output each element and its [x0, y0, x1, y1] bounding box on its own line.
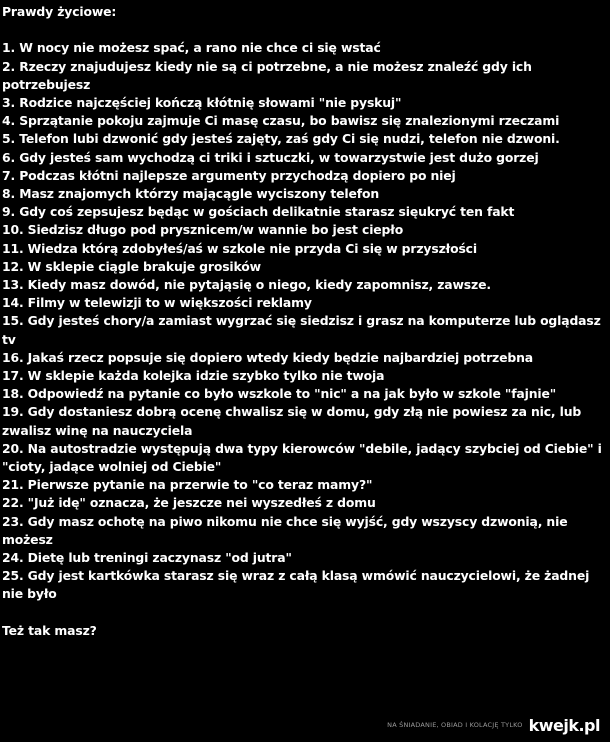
list-item: 22. "Już idę" oznacza, że jeszcze nei wyszedłeś z domu — [2, 495, 376, 511]
list-item: 18. Odpowiedź na pytanie co było wszkole to "nic" a na jak było w szkole "fajnie" — [2, 386, 557, 402]
watermark-logo: kwejk.pl — [528, 715, 600, 735]
watermark-tagline: NA ŚNIADANIE, OBIAD I KOLACJĘ TYLKO — [387, 721, 523, 729]
list-item: 21. Pierwsze pytanie na przerwie to "co teraz mamy?" — [2, 477, 373, 493]
list-item: 17. W sklepie każda kolejka idzie szybko tylko nie twoja — [2, 368, 385, 384]
list-item: 8. Masz znajomych którzy mającągle wyciszony telefon — [2, 186, 379, 202]
page-title: Prawdy życiowe: — [2, 4, 117, 19]
list-item: 1. W nocy nie możesz spać, a rano nie chce ci się wstać — [2, 40, 381, 56]
list-item: 25. Gdy jest kartkówka starasz się wraz z całą klasą wmówić nauczycielowi, że żadnej nie było — [2, 568, 590, 602]
truths-list — [2, 39, 606, 603]
list-item: 23. Gdy masz ochotę na piwo nikomu nie chce się wyjść, gdy wszyscy dzwonią, nie możesz — [2, 513, 568, 547]
list-item: 13. Kiedy masz dowód, nie pytająsię o niego, kiedy zapomnisz, zawsze. — [2, 277, 491, 293]
list-item: 5. Telefon lubi dzwonić gdy jesteś zajęty, zaś gdy Ci się nudzi, telefon nie dzwoni. — [2, 131, 560, 147]
text-block — [2, 3, 606, 640]
closing-question: Też tak masz? — [2, 622, 97, 638]
watermark-footer — [387, 715, 600, 735]
list-item: 19. Gdy dostaniesz dobrą ocenę chwalisz się w domu, gdy złą nie powiesz za nic, lub zwalisz winę na nauczyciela — [2, 404, 582, 438]
list-item: 12. W sklepie ciągle brakuje grosików — [2, 258, 261, 274]
list-item: 24. Dietę lub treningi zaczynasz "od jutra" — [2, 550, 292, 566]
list-item: 16. Jakaś rzecz popsuje się dopiero wtedy kiedy będzie najbardziej potrzebna — [2, 349, 533, 365]
list-item: 4. Sprzątanie pokoju zajmuje Ci masę czasu, bo bawisz się znalezionymi rzeczami — [2, 113, 560, 129]
list-item: 20. Na autostradzie występują dwa typy kierowców "debile, jadący szybciej od Ciebie" i "cioty, jadące wolniej od Ciebie" — [2, 440, 602, 475]
list-item: 10. Siedzisz długo pod prysznicem/w wannie bo jest ciepło — [2, 222, 404, 238]
list-item: 3. Rodzice najczęściej kończą kłótnię słowami "nie pyskuj" — [2, 95, 402, 110]
list-item: 14. Filmy w telewizji to w większości reklamy — [2, 295, 312, 311]
list-item: 2. Rzeczy znajudujesz kiedy nie są ci potrzebne, a nie możesz znaleźć gdy ich potrzebujesz — [2, 58, 532, 92]
list-item: 6. Gdy jesteś sam wychodzą ci triki i sztuczki, w towarzystwie jest dużo gorzej — [2, 149, 539, 165]
spacer — [2, 21, 606, 39]
list-item: 9. Gdy coś zepsujesz będąc w gościach delikatnie starasz sięukryć ten fakt — [2, 204, 515, 220]
list-item: 7. Podczas kłótni najlepsze argumenty przychodzą dopiero po niej — [2, 167, 456, 183]
list-item: 11. Wiedza którą zdobyłeś/aś w szkole nie przyda Ci się w przyszłości — [2, 240, 477, 256]
list-item: 15. Gdy jesteś chory/a zamiast wygrzać się siedzisz i grasz na komputerze lub oglądasz tv — [2, 313, 601, 347]
